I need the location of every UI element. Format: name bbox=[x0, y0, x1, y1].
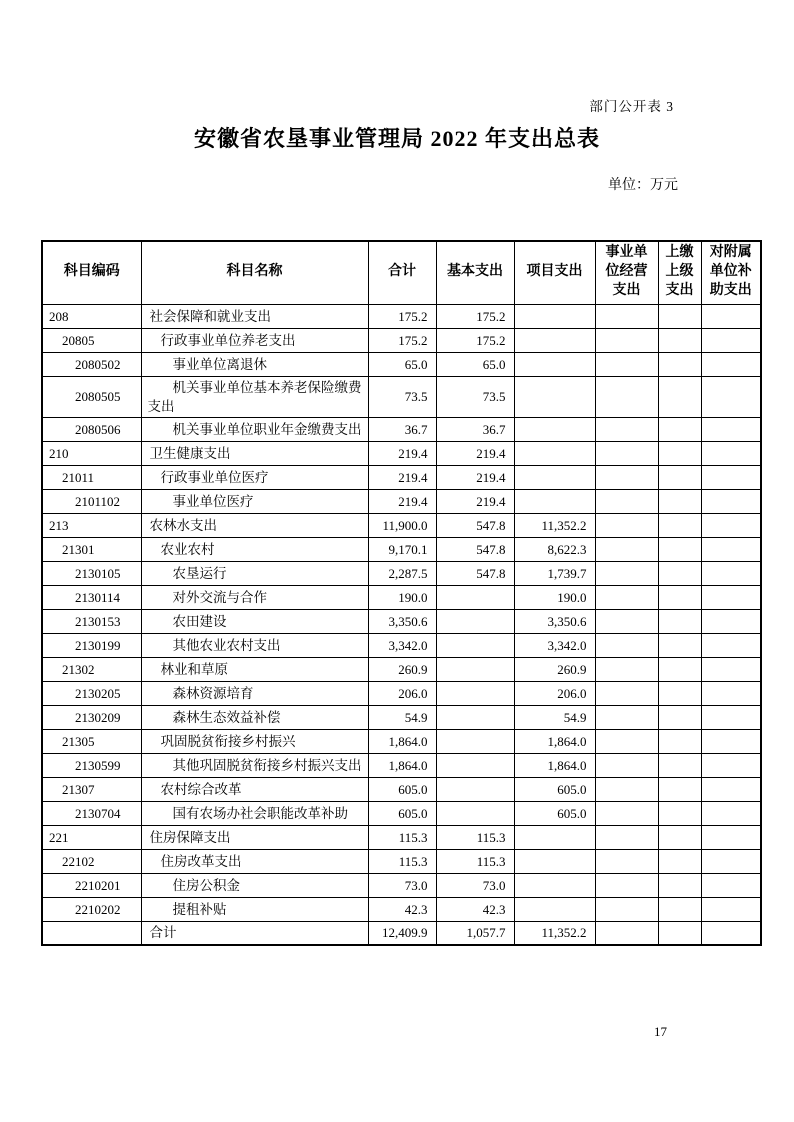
operating-expenditure-cell bbox=[595, 921, 658, 945]
name-cell: 其他农业农村支出 bbox=[141, 633, 368, 657]
table-row bbox=[42, 441, 761, 465]
name-cell: 卫生健康支出 bbox=[141, 441, 368, 465]
project-expenditure-cell: 1,864.0 bbox=[514, 729, 595, 753]
basic-expenditure-cell: 115.3 bbox=[436, 849, 514, 873]
table-row bbox=[42, 376, 761, 417]
total-cell: 9,170.1 bbox=[368, 537, 436, 561]
name-cell: 社会保障和就业支出 bbox=[141, 304, 368, 328]
basic-expenditure-cell bbox=[436, 633, 514, 657]
name-cell: 农垦运行 bbox=[141, 561, 368, 585]
affiliated-subsidy-cell bbox=[701, 304, 761, 328]
operating-expenditure-cell bbox=[595, 537, 658, 561]
operating-expenditure-cell bbox=[595, 705, 658, 729]
name-cell: 事业单位医疗 bbox=[141, 489, 368, 513]
code-cell: 2080506 bbox=[42, 417, 141, 441]
table-row bbox=[42, 657, 761, 681]
name-cell: 住房保障支出 bbox=[141, 825, 368, 849]
page-title: 安徽省农垦事业管理局 2022 年支出总表 bbox=[193, 126, 600, 151]
project-expenditure-cell bbox=[514, 352, 595, 376]
affiliated-subsidy-cell bbox=[701, 777, 761, 801]
basic-expenditure-cell: 175.2 bbox=[436, 328, 514, 352]
basic-expenditure-cell bbox=[436, 585, 514, 609]
affiliated-subsidy-cell bbox=[701, 633, 761, 657]
operating-expenditure-cell bbox=[595, 657, 658, 681]
table-row bbox=[42, 753, 761, 777]
total-cell: 115.3 bbox=[368, 849, 436, 873]
affiliated-subsidy-cell bbox=[701, 585, 761, 609]
upper-level-expenditure-cell bbox=[658, 705, 701, 729]
basic-expenditure-cell: 219.4 bbox=[436, 489, 514, 513]
basic-expenditure-cell: 175.2 bbox=[436, 304, 514, 328]
code-cell: 21011 bbox=[42, 465, 141, 489]
name-cell: 合计 bbox=[141, 921, 368, 945]
name-cell: 林业和草原 bbox=[141, 657, 368, 681]
total-cell: 219.4 bbox=[368, 465, 436, 489]
name-cell: 机关事业单位基本养老保险缴费支出 bbox=[141, 376, 368, 417]
upper-level-expenditure-cell bbox=[658, 609, 701, 633]
name-cell: 农村综合改革 bbox=[141, 777, 368, 801]
total-cell: 219.4 bbox=[368, 489, 436, 513]
basic-expenditure-cell: 65.0 bbox=[436, 352, 514, 376]
column-header-operating: 事业单位经营支出 bbox=[595, 241, 658, 304]
upper-level-expenditure-cell bbox=[658, 561, 701, 585]
total-cell: 1,864.0 bbox=[368, 753, 436, 777]
code-cell: 210 bbox=[42, 441, 141, 465]
table-row bbox=[42, 825, 761, 849]
affiliated-subsidy-cell bbox=[701, 921, 761, 945]
upper-level-expenditure-cell bbox=[658, 801, 701, 825]
project-expenditure-cell bbox=[514, 376, 595, 417]
total-cell: 11,900.0 bbox=[368, 513, 436, 537]
affiliated-subsidy-cell bbox=[701, 657, 761, 681]
operating-expenditure-cell bbox=[595, 681, 658, 705]
basic-expenditure-cell bbox=[436, 609, 514, 633]
table-row bbox=[42, 681, 761, 705]
basic-expenditure-cell: 547.8 bbox=[436, 513, 514, 537]
expenditure-table bbox=[41, 240, 762, 946]
table-row bbox=[42, 304, 761, 328]
affiliated-subsidy-cell bbox=[701, 753, 761, 777]
unit-label: 单位：万元 bbox=[608, 178, 678, 193]
project-expenditure-cell: 8,622.3 bbox=[514, 537, 595, 561]
total-cell: 190.0 bbox=[368, 585, 436, 609]
code-cell: 22102 bbox=[42, 849, 141, 873]
project-expenditure-cell bbox=[514, 897, 595, 921]
code-cell: 2210202 bbox=[42, 897, 141, 921]
total-cell: 260.9 bbox=[368, 657, 436, 681]
operating-expenditure-cell bbox=[595, 801, 658, 825]
upper-level-expenditure-cell bbox=[658, 681, 701, 705]
affiliated-subsidy-cell bbox=[701, 849, 761, 873]
total-cell: 2,287.5 bbox=[368, 561, 436, 585]
total-cell: 65.0 bbox=[368, 352, 436, 376]
code-cell: 2101102 bbox=[42, 489, 141, 513]
basic-expenditure-cell bbox=[436, 801, 514, 825]
code-cell: 2080505 bbox=[42, 376, 141, 417]
table-row bbox=[42, 609, 761, 633]
upper-level-expenditure-cell bbox=[658, 328, 701, 352]
code-cell: 2130199 bbox=[42, 633, 141, 657]
column-header-project: 项目支出 bbox=[514, 241, 595, 304]
table-row bbox=[42, 873, 761, 897]
operating-expenditure-cell bbox=[595, 513, 658, 537]
code-cell bbox=[42, 921, 141, 945]
basic-expenditure-cell bbox=[436, 657, 514, 681]
code-cell: 2130599 bbox=[42, 753, 141, 777]
total-cell: 73.5 bbox=[368, 376, 436, 417]
project-expenditure-cell: 190.0 bbox=[514, 585, 595, 609]
table-row bbox=[42, 705, 761, 729]
operating-expenditure-cell bbox=[595, 897, 658, 921]
code-cell: 221 bbox=[42, 825, 141, 849]
total-cell: 605.0 bbox=[368, 777, 436, 801]
total-cell: 73.0 bbox=[368, 873, 436, 897]
operating-expenditure-cell bbox=[595, 465, 658, 489]
code-cell: 21305 bbox=[42, 729, 141, 753]
code-cell: 2080502 bbox=[42, 352, 141, 376]
total-cell: 3,350.6 bbox=[368, 609, 436, 633]
operating-expenditure-cell bbox=[595, 561, 658, 585]
total-cell: 1,864.0 bbox=[368, 729, 436, 753]
basic-expenditure-cell: 1,057.7 bbox=[436, 921, 514, 945]
operating-expenditure-cell bbox=[595, 873, 658, 897]
name-cell: 农林水支出 bbox=[141, 513, 368, 537]
total-cell: 36.7 bbox=[368, 417, 436, 441]
total-cell: 175.2 bbox=[368, 304, 436, 328]
affiliated-subsidy-cell bbox=[701, 328, 761, 352]
name-cell: 其他巩固脱贫衔接乡村振兴支出 bbox=[141, 753, 368, 777]
name-cell: 森林资源培育 bbox=[141, 681, 368, 705]
affiliated-subsidy-cell bbox=[701, 417, 761, 441]
upper-level-expenditure-cell bbox=[658, 633, 701, 657]
operating-expenditure-cell bbox=[595, 441, 658, 465]
project-expenditure-cell: 1,864.0 bbox=[514, 753, 595, 777]
table-row bbox=[42, 328, 761, 352]
project-expenditure-cell bbox=[514, 873, 595, 897]
operating-expenditure-cell bbox=[595, 489, 658, 513]
code-cell: 208 bbox=[42, 304, 141, 328]
code-cell: 2130153 bbox=[42, 609, 141, 633]
upper-level-expenditure-cell bbox=[658, 376, 701, 417]
project-expenditure-cell: 1,739.7 bbox=[514, 561, 595, 585]
code-cell: 2210201 bbox=[42, 873, 141, 897]
name-cell: 对外交流与合作 bbox=[141, 585, 368, 609]
upper-level-expenditure-cell bbox=[658, 825, 701, 849]
table-row bbox=[42, 561, 761, 585]
total-cell: 42.3 bbox=[368, 897, 436, 921]
total-cell: 219.4 bbox=[368, 441, 436, 465]
basic-expenditure-cell bbox=[436, 729, 514, 753]
upper-level-expenditure-cell bbox=[658, 777, 701, 801]
basic-expenditure-cell: 219.4 bbox=[436, 441, 514, 465]
column-header-upper: 上缴上级支出 bbox=[658, 241, 701, 304]
column-header-total: 合计 bbox=[368, 241, 436, 304]
name-cell: 事业单位离退休 bbox=[141, 352, 368, 376]
basic-expenditure-cell: 115.3 bbox=[436, 825, 514, 849]
affiliated-subsidy-cell bbox=[701, 561, 761, 585]
project-expenditure-cell: 3,342.0 bbox=[514, 633, 595, 657]
project-expenditure-cell bbox=[514, 849, 595, 873]
code-cell: 2130114 bbox=[42, 585, 141, 609]
code-cell: 21301 bbox=[42, 537, 141, 561]
upper-level-expenditure-cell bbox=[658, 441, 701, 465]
code-cell: 2130105 bbox=[42, 561, 141, 585]
upper-level-expenditure-cell bbox=[658, 465, 701, 489]
project-expenditure-cell bbox=[514, 465, 595, 489]
total-cell: 12,409.9 bbox=[368, 921, 436, 945]
name-cell: 住房改革支出 bbox=[141, 849, 368, 873]
operating-expenditure-cell bbox=[595, 304, 658, 328]
upper-level-expenditure-cell bbox=[658, 489, 701, 513]
table-row bbox=[42, 921, 761, 945]
affiliated-subsidy-cell bbox=[701, 897, 761, 921]
upper-level-expenditure-cell bbox=[658, 537, 701, 561]
name-cell: 行政事业单位医疗 bbox=[141, 465, 368, 489]
project-expenditure-cell: 605.0 bbox=[514, 777, 595, 801]
affiliated-subsidy-cell bbox=[701, 537, 761, 561]
affiliated-subsidy-cell bbox=[701, 705, 761, 729]
upper-level-expenditure-cell bbox=[658, 304, 701, 328]
affiliated-subsidy-cell bbox=[701, 376, 761, 417]
name-cell: 农业农村 bbox=[141, 537, 368, 561]
code-cell: 21302 bbox=[42, 657, 141, 681]
project-expenditure-cell bbox=[514, 825, 595, 849]
upper-level-expenditure-cell bbox=[658, 729, 701, 753]
project-expenditure-cell bbox=[514, 417, 595, 441]
operating-expenditure-cell bbox=[595, 609, 658, 633]
project-expenditure-cell: 11,352.2 bbox=[514, 513, 595, 537]
project-expenditure-cell: 260.9 bbox=[514, 657, 595, 681]
project-expenditure-cell: 54.9 bbox=[514, 705, 595, 729]
total-cell: 3,342.0 bbox=[368, 633, 436, 657]
column-header-code: 科目编码 bbox=[42, 241, 141, 304]
name-cell: 国有农场办社会职能改革补助 bbox=[141, 801, 368, 825]
affiliated-subsidy-cell bbox=[701, 825, 761, 849]
affiliated-subsidy-cell bbox=[701, 441, 761, 465]
basic-expenditure-cell: 73.0 bbox=[436, 873, 514, 897]
table-row bbox=[42, 465, 761, 489]
upper-level-expenditure-cell bbox=[658, 849, 701, 873]
total-cell: 175.2 bbox=[368, 328, 436, 352]
operating-expenditure-cell bbox=[595, 753, 658, 777]
table-row bbox=[42, 729, 761, 753]
operating-expenditure-cell bbox=[595, 376, 658, 417]
operating-expenditure-cell bbox=[595, 777, 658, 801]
operating-expenditure-cell bbox=[595, 849, 658, 873]
upper-level-expenditure-cell bbox=[658, 657, 701, 681]
doc-public-table-label: 部门公开表 3 bbox=[589, 99, 674, 114]
code-cell: 2130704 bbox=[42, 801, 141, 825]
affiliated-subsidy-cell bbox=[701, 873, 761, 897]
table-row bbox=[42, 897, 761, 921]
upper-level-expenditure-cell bbox=[658, 513, 701, 537]
code-cell: 2130205 bbox=[42, 681, 141, 705]
operating-expenditure-cell bbox=[595, 585, 658, 609]
basic-expenditure-cell: 547.8 bbox=[436, 537, 514, 561]
affiliated-subsidy-cell bbox=[701, 489, 761, 513]
column-header-name: 科目名称 bbox=[141, 241, 368, 304]
basic-expenditure-cell: 42.3 bbox=[436, 897, 514, 921]
affiliated-subsidy-cell bbox=[701, 352, 761, 376]
total-cell: 115.3 bbox=[368, 825, 436, 849]
basic-expenditure-cell bbox=[436, 705, 514, 729]
basic-expenditure-cell bbox=[436, 753, 514, 777]
project-expenditure-cell bbox=[514, 328, 595, 352]
code-cell: 213 bbox=[42, 513, 141, 537]
basic-expenditure-cell: 547.8 bbox=[436, 561, 514, 585]
basic-expenditure-cell bbox=[436, 777, 514, 801]
operating-expenditure-cell bbox=[595, 825, 658, 849]
table-body bbox=[42, 304, 761, 945]
upper-level-expenditure-cell bbox=[658, 753, 701, 777]
code-cell: 2130209 bbox=[42, 705, 141, 729]
table-row bbox=[42, 801, 761, 825]
operating-expenditure-cell bbox=[595, 729, 658, 753]
table-row bbox=[42, 352, 761, 376]
name-cell: 农田建设 bbox=[141, 609, 368, 633]
table-row bbox=[42, 537, 761, 561]
table-row bbox=[42, 417, 761, 441]
basic-expenditure-cell bbox=[436, 681, 514, 705]
table-row bbox=[42, 489, 761, 513]
operating-expenditure-cell bbox=[595, 633, 658, 657]
operating-expenditure-cell bbox=[595, 328, 658, 352]
upper-level-expenditure-cell bbox=[658, 352, 701, 376]
name-cell: 住房公积金 bbox=[141, 873, 368, 897]
name-cell: 提租补贴 bbox=[141, 897, 368, 921]
total-cell: 54.9 bbox=[368, 705, 436, 729]
project-expenditure-cell: 11,352.2 bbox=[514, 921, 595, 945]
column-header-basic: 基本支出 bbox=[436, 241, 514, 304]
code-cell: 20805 bbox=[42, 328, 141, 352]
project-expenditure-cell bbox=[514, 441, 595, 465]
affiliated-subsidy-cell bbox=[701, 801, 761, 825]
affiliated-subsidy-cell bbox=[701, 681, 761, 705]
basic-expenditure-cell: 73.5 bbox=[436, 376, 514, 417]
table-row bbox=[42, 777, 761, 801]
basic-expenditure-cell: 219.4 bbox=[436, 465, 514, 489]
table-row bbox=[42, 513, 761, 537]
affiliated-subsidy-cell bbox=[701, 609, 761, 633]
page-number: 17 bbox=[654, 1024, 667, 1039]
project-expenditure-cell: 3,350.6 bbox=[514, 609, 595, 633]
name-cell: 行政事业单位养老支出 bbox=[141, 328, 368, 352]
affiliated-subsidy-cell bbox=[701, 729, 761, 753]
project-expenditure-cell bbox=[514, 304, 595, 328]
code-cell: 21307 bbox=[42, 777, 141, 801]
project-expenditure-cell bbox=[514, 489, 595, 513]
operating-expenditure-cell bbox=[595, 352, 658, 376]
project-expenditure-cell: 605.0 bbox=[514, 801, 595, 825]
affiliated-subsidy-cell bbox=[701, 513, 761, 537]
basic-expenditure-cell: 36.7 bbox=[436, 417, 514, 441]
affiliated-subsidy-cell bbox=[701, 465, 761, 489]
name-cell: 机关事业单位职业年金缴费支出 bbox=[141, 417, 368, 441]
project-expenditure-cell: 206.0 bbox=[514, 681, 595, 705]
column-header-affiliated: 对附属单位补助支出 bbox=[701, 241, 761, 304]
table-header-row bbox=[42, 241, 761, 304]
total-cell: 605.0 bbox=[368, 801, 436, 825]
name-cell: 巩固脱贫衔接乡村振兴 bbox=[141, 729, 368, 753]
upper-level-expenditure-cell bbox=[658, 417, 701, 441]
table-row bbox=[42, 585, 761, 609]
table-row bbox=[42, 633, 761, 657]
upper-level-expenditure-cell bbox=[658, 585, 701, 609]
table-row bbox=[42, 849, 761, 873]
table-header bbox=[42, 241, 761, 304]
upper-level-expenditure-cell bbox=[658, 921, 701, 945]
upper-level-expenditure-cell bbox=[658, 873, 701, 897]
upper-level-expenditure-cell bbox=[658, 897, 701, 921]
name-cell: 森林生态效益补偿 bbox=[141, 705, 368, 729]
total-cell: 206.0 bbox=[368, 681, 436, 705]
operating-expenditure-cell bbox=[595, 417, 658, 441]
